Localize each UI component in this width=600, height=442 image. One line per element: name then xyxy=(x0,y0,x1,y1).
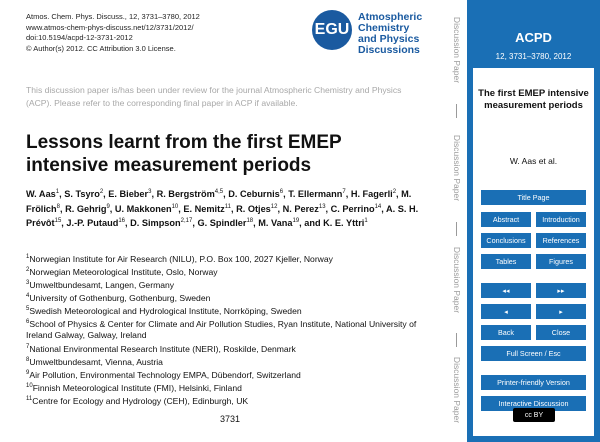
author-affiliation-marker: 7 xyxy=(342,189,346,195)
affiliation-number: 1 xyxy=(26,254,30,260)
affiliation xyxy=(26,304,436,317)
strip-label: Discussion Paper xyxy=(452,246,463,314)
strip-label: Discussion Paper xyxy=(452,356,463,424)
author xyxy=(323,218,368,228)
fullscreen-button[interactable]: Full Screen / Esc xyxy=(481,346,586,361)
journal-url[interactable]: www.atmos-chem-phys-discuss.net/12/3731/2012/ xyxy=(26,22,194,32)
author-affiliation-marker: 16 xyxy=(118,218,125,225)
affiliation-text: Norwegian Meteorological Institute, Oslo, Norway xyxy=(29,266,218,277)
introduction-button[interactable]: Introduction xyxy=(536,212,586,227)
author xyxy=(288,189,345,199)
figures-button[interactable]: Figures xyxy=(536,254,586,269)
author-name: U. Makkonen xyxy=(114,203,172,214)
logo-text: Atmospheric Chemistry and Physics Discussions xyxy=(358,11,423,56)
affiliation-number: 9 xyxy=(26,369,30,376)
author xyxy=(157,189,224,199)
author-affiliation-marker: 8 xyxy=(56,203,60,210)
affiliation xyxy=(26,342,436,355)
author xyxy=(283,204,326,214)
cc-license-badge[interactable]: cc BY xyxy=(513,408,555,422)
paper-title: Lessons learnt from the first EMEP intensive measurement periods xyxy=(26,132,342,176)
affiliation-text: National Environmental Research Institute (NERI), Roskilde, Denmark xyxy=(29,343,296,354)
author-affiliation-marker: 2 xyxy=(99,189,104,195)
page-number: 3731 xyxy=(220,414,241,424)
affiliation-list xyxy=(26,252,436,407)
author-affiliation-marker: 15 xyxy=(54,218,62,225)
affiliation-number: 10 xyxy=(26,382,33,389)
author-name: R. Gehrig xyxy=(65,203,107,214)
strip-label: Discussion Paper xyxy=(452,134,463,202)
affiliation xyxy=(26,368,436,381)
author-name: C. Perrino xyxy=(330,203,375,214)
affiliation xyxy=(26,291,436,304)
last-page-icon[interactable]: ▸▸ xyxy=(536,283,586,298)
previous-page-icon[interactable]: ◂ xyxy=(481,304,531,319)
affiliation xyxy=(26,252,436,265)
journal-logo xyxy=(312,10,447,70)
author-name: R. Bergström xyxy=(156,189,215,200)
author-name: S. Tsyro xyxy=(64,189,100,200)
author-affiliation-marker: 2,17 xyxy=(180,218,193,225)
author-affiliation-marker: 10 xyxy=(171,203,179,210)
title-page-button[interactable]: Title Page xyxy=(481,190,586,205)
author xyxy=(115,204,178,214)
egu-logo-icon: EGU xyxy=(312,10,352,50)
author xyxy=(258,218,299,228)
journal-abbrev: ACPD xyxy=(515,30,552,45)
author-affiliation-marker: 2 xyxy=(392,189,397,195)
close-button[interactable]: Close xyxy=(536,325,586,340)
author-affiliation-marker: 1 xyxy=(364,218,368,225)
author-name: E. Bieber xyxy=(108,189,149,200)
affiliation-number: 2 xyxy=(26,267,30,274)
author-name: J.-P. Putaud xyxy=(66,218,119,229)
strip-label: Discussion Paper xyxy=(452,16,463,84)
author-affiliation-marker: 13 xyxy=(318,203,326,210)
affiliation-text: Umweltbundesamt, Vienna, Austria xyxy=(29,356,163,367)
author-name: D. Simpson xyxy=(130,218,181,229)
review-notice: This discussion paper is/has been under review for the journal Atmospheric Chemistry and Physics (ACP). Please refer to the corresponding final paper in ACP if available. xyxy=(26,85,402,108)
first-page-icon[interactable]: ◂◂ xyxy=(481,283,531,298)
affiliation xyxy=(26,265,436,278)
affiliation-text: Centre for Ecology and Hydrology (CEH), Edinburgh, UK xyxy=(32,395,249,406)
author-affiliation-marker: 12 xyxy=(270,203,278,210)
conclusions-button[interactable]: Conclusions xyxy=(481,233,531,248)
author-affiliation-marker: 4,5 xyxy=(214,189,224,195)
discussion-paper-strip xyxy=(447,0,467,442)
author-affiliation-marker: 18 xyxy=(246,218,254,225)
affiliation xyxy=(26,317,436,341)
doi[interactable]: doi:10.5194/acpd-12-3731-2012 xyxy=(26,33,133,43)
author xyxy=(66,218,125,228)
author-name: M. Frölich xyxy=(26,189,412,214)
author xyxy=(130,218,192,228)
author xyxy=(183,204,231,214)
author-list: W. Aas$^1$, S. Tsyro$^2$, E. Bieber$^3$, R. Bergström$^{4,5}$, D. Ceburnis$^6$, T. Ellermann$^7$, H. Fagerli$^2$, M. Frölich$^8$, R. Gehrig$^9$, U. Makkonen$^{10}$, E. Nemitz$^{11}$, R. Otjes$^{12}$, N. Perez$^{13}$, C. Perrino$^{14}$, A. S. H. Prévôt$^{15}$, J.-P. Putaud$^{16}$, D. Simpson$^{2,17}$, G. Spindler$^{18}$, M. Vana$^{19}$, and K. E. Yttri$^1$ xyxy=(26,189,419,229)
references-button[interactable]: References xyxy=(536,233,586,248)
author-name: K. E. Yttri xyxy=(323,218,365,229)
author-affiliation-marker: 6 xyxy=(279,189,284,195)
back-button[interactable]: Back xyxy=(481,325,531,340)
author-name: A. S. H. Prévôt xyxy=(26,203,419,229)
author-name: G. Spindler xyxy=(197,218,247,229)
affiliation xyxy=(26,381,436,394)
affiliation xyxy=(26,394,436,407)
author-name: W. Aas xyxy=(26,189,56,200)
affiliation-text: Swedish Meteorological and Hydrological Institute, Norrköping, Sweden xyxy=(29,306,302,317)
author xyxy=(351,189,396,199)
author-affiliation-marker: 3 xyxy=(148,189,152,195)
affiliation-number: 8 xyxy=(26,356,30,363)
author-name: T. Ellermann xyxy=(288,189,343,200)
journal-meta xyxy=(26,12,200,54)
page-range: 12, 3731–3780, 2012 xyxy=(495,52,572,61)
sidebar-paper-title: The first EMEP intensive measurement periods xyxy=(478,88,589,111)
author-name: E. Nemitz xyxy=(183,203,225,214)
author-affiliation-marker: 19 xyxy=(292,218,300,225)
interactive-discussion-button[interactable]: Interactive Discussion xyxy=(481,396,586,411)
next-page-icon[interactable]: ▸ xyxy=(536,304,586,319)
tables-button[interactable]: Tables xyxy=(481,254,531,269)
author xyxy=(108,189,151,199)
author xyxy=(197,218,253,228)
abstract-button[interactable]: Abstract xyxy=(481,212,531,227)
affiliation xyxy=(26,355,436,368)
affiliation-number: 7 xyxy=(26,343,30,350)
author xyxy=(331,204,382,214)
author-affiliation-marker: 1 xyxy=(55,189,60,195)
author-name: N. Perez xyxy=(282,203,319,214)
author-name: H. Fagerli xyxy=(350,189,393,200)
author xyxy=(236,204,277,214)
affiliation-text: Air Pollution, Environmental Technology EMPA, Dübendorf, Switzerland xyxy=(29,369,301,380)
sidebar-header xyxy=(473,6,594,68)
printer-friendly-button[interactable]: Printer-friendly Version xyxy=(481,375,586,390)
sidebar-panel xyxy=(473,6,594,436)
author-name: D. Ceburnis xyxy=(228,189,280,200)
affiliation-text: Finnish Meteorological Institute (FMI), Helsinki, Finland xyxy=(32,382,242,393)
strip-divider xyxy=(456,104,457,118)
author xyxy=(228,189,283,199)
author-affiliation-marker: 14 xyxy=(374,203,382,210)
affiliation-number: 6 xyxy=(26,319,30,326)
license-text: © Author(s) 2012. CC Attribution 3.0 License. xyxy=(26,43,176,53)
affiliation xyxy=(26,278,436,291)
author xyxy=(65,204,110,214)
affiliation-number: 5 xyxy=(26,306,30,313)
author-affiliation-marker: 9 xyxy=(106,203,110,210)
affiliation-text: University of Gothenburg, Gothenburg, Sweden xyxy=(29,293,211,304)
author-affiliation-marker: 11 xyxy=(224,203,231,210)
author-name: M. Vana xyxy=(258,218,293,229)
journal-citation: Atmos. Chem. Phys. Discuss., 12, 3731–3780, 2012 xyxy=(26,12,200,21)
affiliation-number: 11 xyxy=(26,395,33,402)
affiliation-number: 3 xyxy=(26,280,30,287)
affiliation-text: School of Physics & Center for Climate and Air Pollution Studies, Ryan Institute, National University of Ireland Galway, Galway, Ireland xyxy=(26,319,417,341)
sidebar-authors: W. Aas et al. xyxy=(509,156,558,166)
affiliation-text: Norwegian Institute for Air Research (NILU), P.O. Box 100, 2027 Kjeller, Norway xyxy=(29,253,333,264)
author-name: R. Otjes xyxy=(236,203,271,214)
author xyxy=(26,189,59,199)
sidebar xyxy=(467,0,600,442)
author xyxy=(64,189,103,199)
affiliation-text: Umweltbundesamt, Langen, Germany xyxy=(29,279,175,290)
affiliation-number: 4 xyxy=(26,293,30,300)
